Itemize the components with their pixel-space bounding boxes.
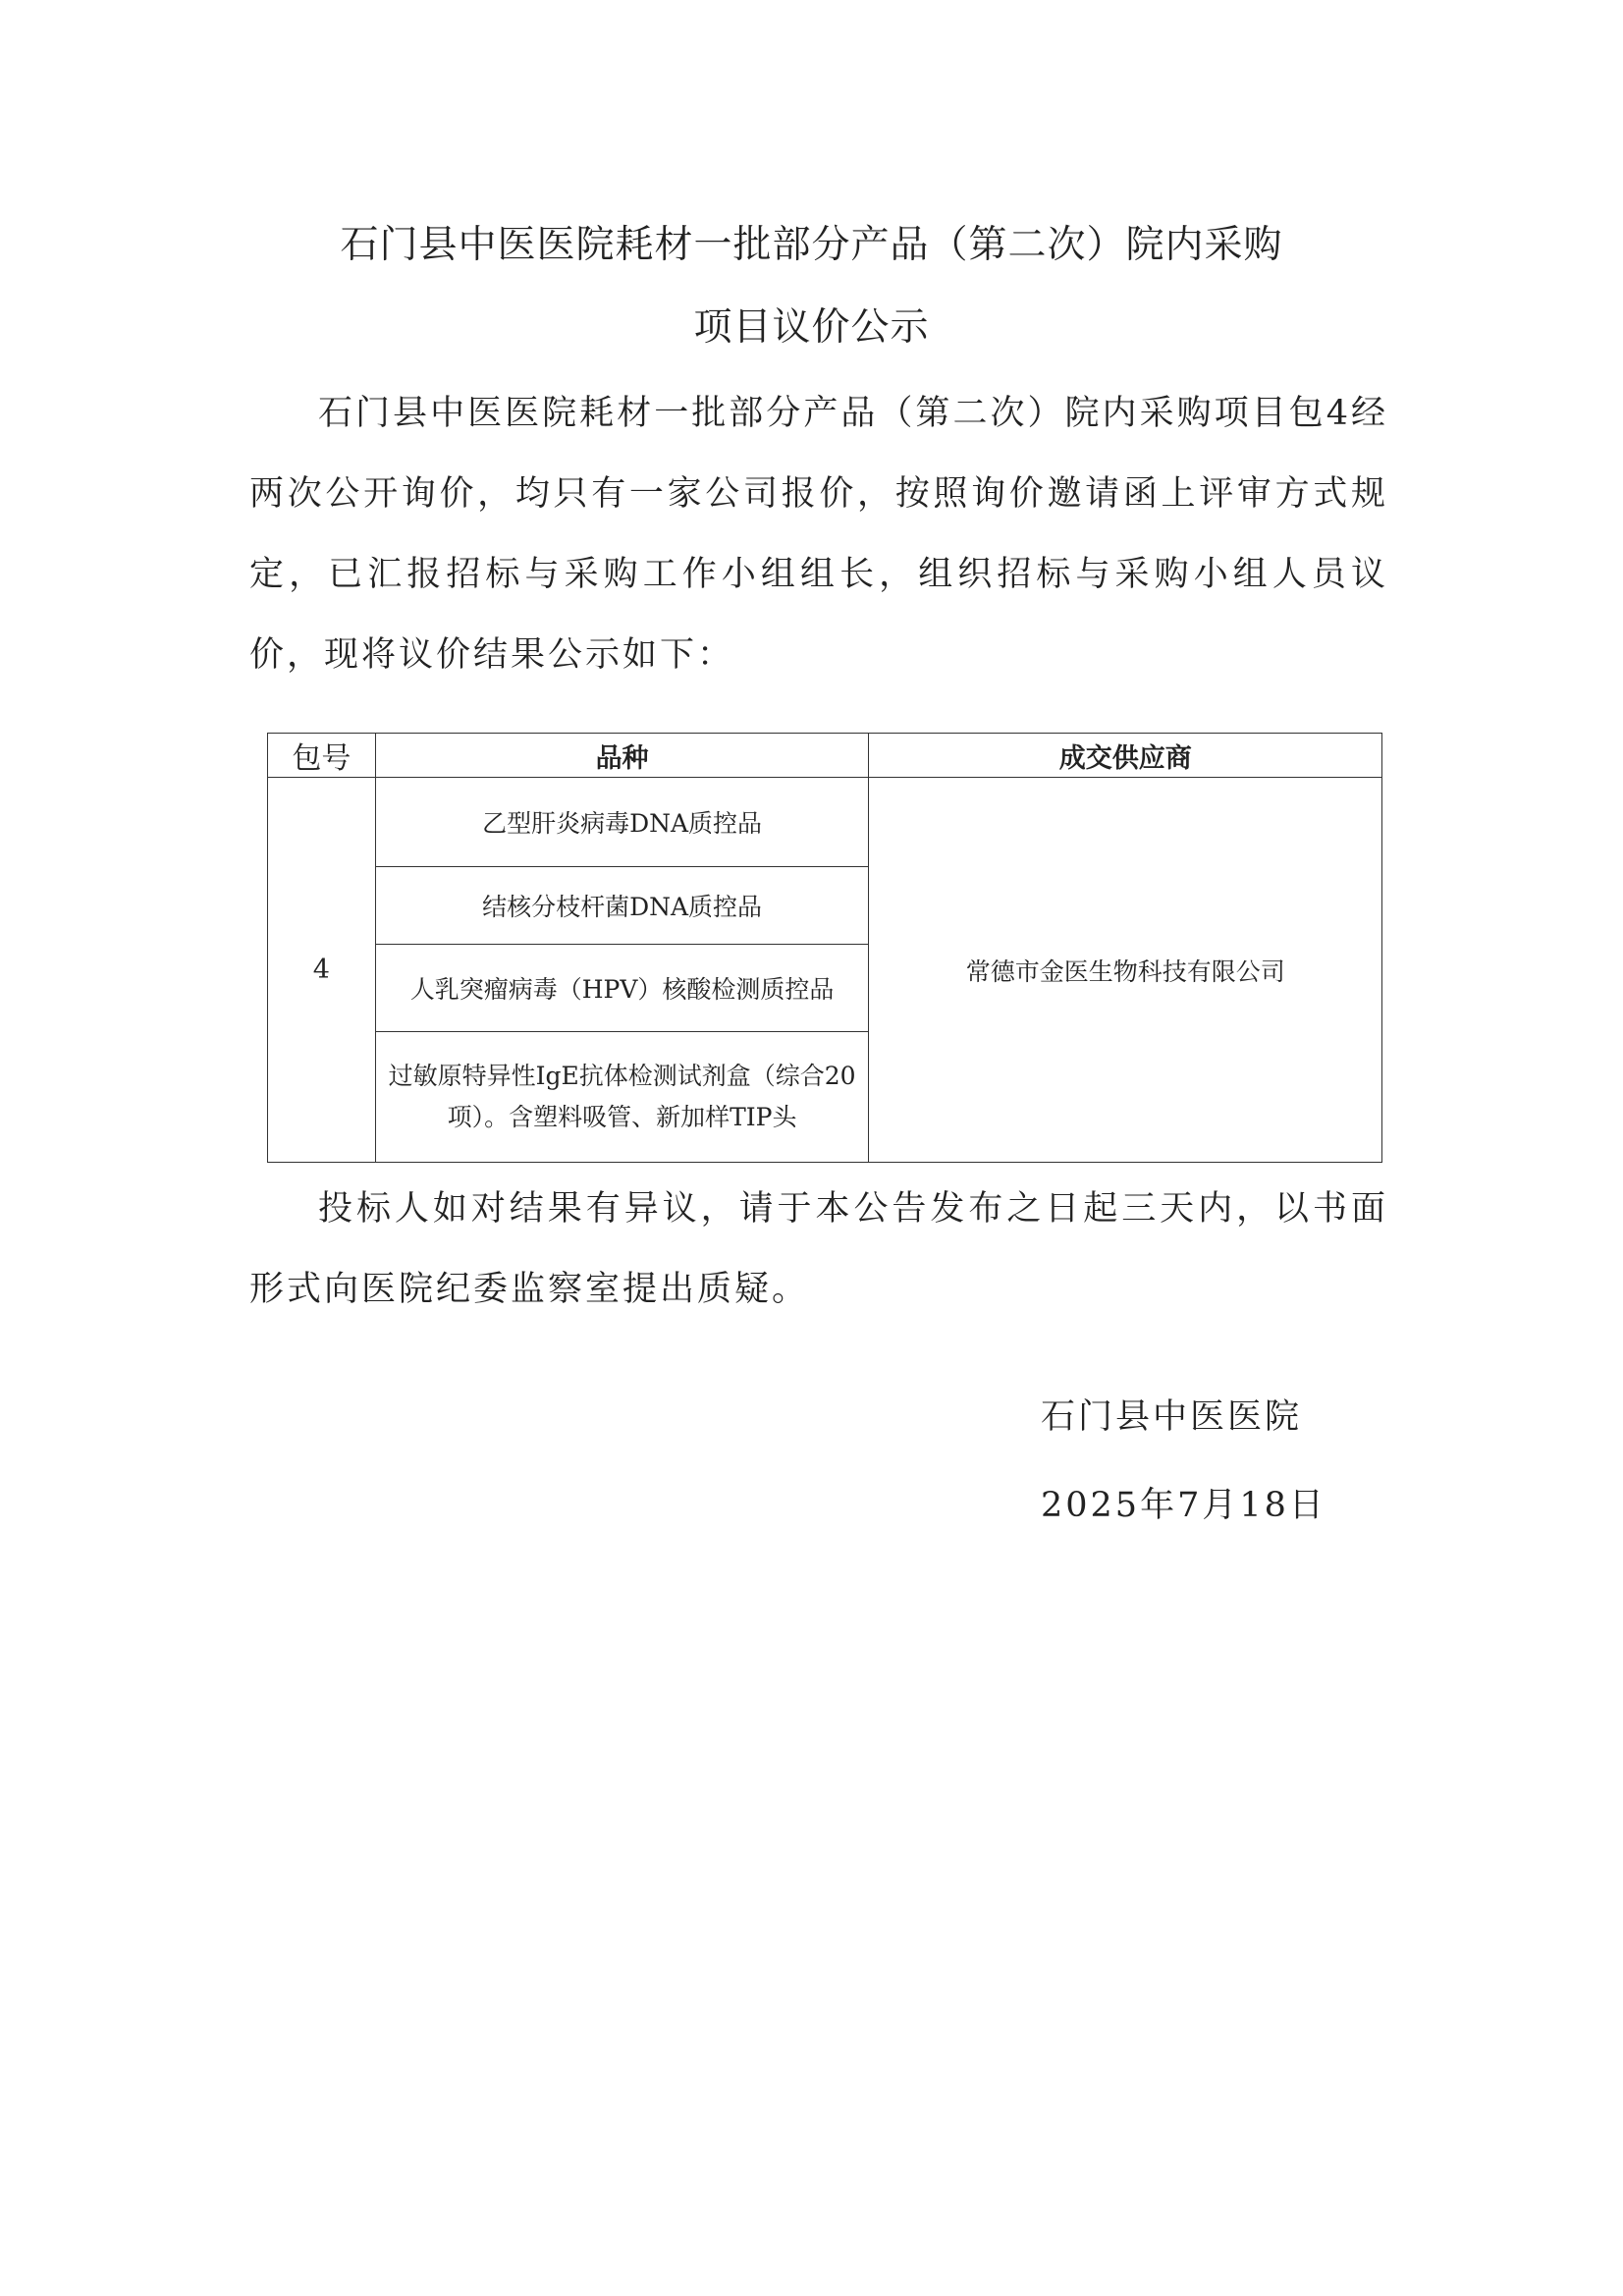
signature-date: 2025年7月18日 (1041, 1486, 1326, 1525)
item-cell: 结核分枝杆菌DNA质控品 (375, 867, 869, 945)
item-cell: 过敏原特异性IgE抗体检测试剂盒（综合20项）。含塑料吸管、新加样TIP头 (375, 1032, 869, 1163)
signature-organization: 石门县中医医院 (1041, 1397, 1303, 1437)
package-number-cell: 4 (268, 778, 376, 1163)
header-supplier: 成交供应商 (869, 734, 1382, 778)
document-title-line-2: 项目议价公示 (693, 305, 930, 350)
supplier-cell: 常德市金医生物科技有限公司 (869, 778, 1382, 1163)
header-package-no: 包号 (268, 734, 376, 778)
header-item: 品种 (375, 734, 869, 778)
objection-notice-paragraph: 投标人如对结果有异议，请于本公告发布之日起三天内，以书面形式向医院纪委监察室提出质疑。 (249, 1189, 1388, 1309)
table-header-row (268, 734, 1382, 778)
result-table (267, 733, 1382, 1163)
item-cell: 人乳突瘤病毒（HPV）核酸检测质控品 (375, 945, 869, 1032)
item-cell: 乙型肝炎病毒DNA质控品 (375, 778, 869, 867)
document-title-line-1: 石门县中医医院耗材一批部分产品（第二次）院内采购 (340, 223, 1283, 267)
table-row (268, 778, 1382, 867)
intro-paragraph: 石门县中医医院耗材一批部分产品（第二次）院内采购项目包4经两次公开询价，均只有一家公司报价，按照询价邀请函上评审方式规定，已汇报招标与采购工作小组组长，组织招标与采购小组人员议价，现将议价结果公示如下： (249, 394, 1388, 675)
